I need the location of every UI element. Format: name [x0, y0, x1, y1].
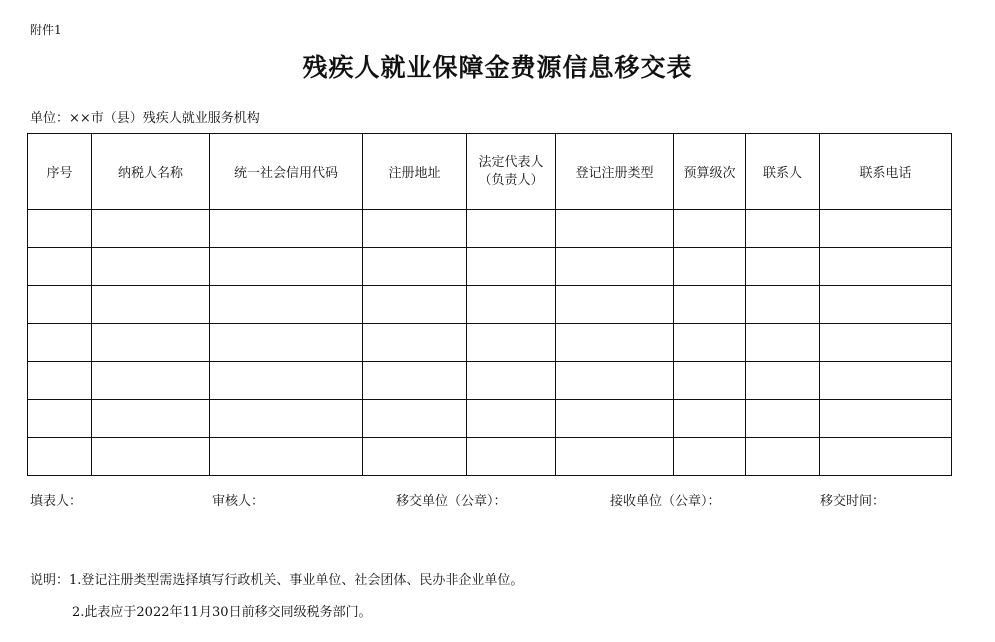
table-cell-reg-type[interactable] [556, 362, 674, 400]
table-cell-phone[interactable] [820, 286, 952, 324]
table-cell-budget-level[interactable] [674, 248, 746, 286]
table-cell-seq[interactable] [28, 438, 92, 476]
table-cell-address[interactable] [363, 362, 467, 400]
table-cell-reg-type[interactable] [556, 438, 674, 476]
header-seq: 序号 [28, 134, 92, 210]
table-cell-legal-rep[interactable] [467, 210, 556, 248]
table-cell-legal-rep[interactable] [467, 438, 556, 476]
table-cell-legal-rep[interactable] [467, 324, 556, 362]
table-cell-budget-level[interactable] [674, 286, 746, 324]
header-phone: 联系电话 [820, 134, 952, 210]
table-cell-phone[interactable] [820, 400, 952, 438]
header-credit-code: 统一社会信用代码 [210, 134, 363, 210]
table-cell-legal-rep[interactable] [467, 248, 556, 286]
table-cell-seq[interactable] [28, 286, 92, 324]
table-cell-taxpayer-name[interactable] [92, 210, 210, 248]
table-cell-reg-type[interactable] [556, 248, 674, 286]
footer-reviewer: 审核人： [212, 494, 265, 509]
unit-line: 单位：××市（县）残疾人就业服务机构 [30, 111, 260, 126]
table-cell-credit-code[interactable] [210, 362, 363, 400]
table-cell-reg-type[interactable] [556, 400, 674, 438]
table-cell-contact[interactable] [746, 324, 820, 362]
table-cell-legal-rep[interactable] [467, 400, 556, 438]
table-cell-taxpayer-name[interactable] [92, 286, 210, 324]
footer-transfer-time: 移交时间： [820, 494, 886, 509]
header-legal-rep: 法定代表人 （负责人） [467, 134, 556, 210]
footer-transfer-unit: 移交单位（公章）： [396, 494, 507, 509]
table-header-row [28, 134, 952, 210]
table-row [28, 438, 952, 476]
table-cell-seq[interactable] [28, 324, 92, 362]
table-cell-seq[interactable] [28, 400, 92, 438]
table-cell-address[interactable] [363, 286, 467, 324]
table-cell-taxpayer-name[interactable] [92, 438, 210, 476]
table-cell-address[interactable] [363, 324, 467, 362]
table-cell-credit-code[interactable] [210, 248, 363, 286]
table-cell-budget-level[interactable] [674, 438, 746, 476]
table-cell-legal-rep[interactable] [467, 286, 556, 324]
table-row [28, 286, 952, 324]
header-budget-level: 预算级次 [674, 134, 746, 210]
table-cell-phone[interactable] [820, 248, 952, 286]
table-cell-credit-code[interactable] [210, 400, 363, 438]
header-contact: 联系人 [746, 134, 820, 210]
table-cell-contact[interactable] [746, 286, 820, 324]
table-row [28, 248, 952, 286]
table-row [28, 324, 952, 362]
table-cell-taxpayer-name[interactable] [92, 362, 210, 400]
table-cell-reg-type[interactable] [556, 324, 674, 362]
table-cell-taxpayer-name[interactable] [92, 248, 210, 286]
page-title: 残疾人就业保障金费源信息移交表 [302, 53, 693, 82]
table-cell-address[interactable] [363, 438, 467, 476]
transfer-table [27, 133, 952, 476]
table-cell-taxpayer-name[interactable] [92, 324, 210, 362]
table-cell-reg-type[interactable] [556, 286, 674, 324]
table-cell-budget-level[interactable] [674, 400, 746, 438]
footer-filler: 填表人： [30, 494, 83, 509]
table-cell-address[interactable] [363, 248, 467, 286]
table-cell-budget-level[interactable] [674, 324, 746, 362]
table-cell-seq[interactable] [28, 210, 92, 248]
table-cell-seq[interactable] [28, 248, 92, 286]
table-cell-phone[interactable] [820, 438, 952, 476]
table-row [28, 400, 952, 438]
table-row [28, 210, 952, 248]
table-cell-phone[interactable] [820, 210, 952, 248]
table-row [28, 362, 952, 400]
table-cell-budget-level[interactable] [674, 210, 746, 248]
header-reg-type: 登记注册类型 [556, 134, 674, 210]
table-cell-credit-code[interactable] [210, 324, 363, 362]
table-cell-taxpayer-name[interactable] [92, 400, 210, 438]
table-cell-phone[interactable] [820, 362, 952, 400]
attachment-label: 附件1 [30, 23, 62, 37]
table-cell-seq[interactable] [28, 362, 92, 400]
table-cell-contact[interactable] [746, 400, 820, 438]
table-cell-credit-code[interactable] [210, 438, 363, 476]
table-cell-credit-code[interactable] [210, 286, 363, 324]
table-cell-contact[interactable] [746, 248, 820, 286]
note-1: 说明：1.登记注册类型需选择填写行政机关、事业单位、社会团体、民办非企业单位。 [30, 573, 524, 588]
note-2: 2.此表应于2022年11月30日前移交同级税务部门。 [72, 605, 372, 620]
table-cell-credit-code[interactable] [210, 210, 363, 248]
header-address: 注册地址 [363, 134, 467, 210]
table-cell-address[interactable] [363, 400, 467, 438]
footer-receive-unit: 接收单位（公章）： [610, 494, 721, 509]
table-cell-legal-rep[interactable] [467, 362, 556, 400]
table-cell-phone[interactable] [820, 324, 952, 362]
table-cell-address[interactable] [363, 210, 467, 248]
table-cell-contact[interactable] [746, 210, 820, 248]
header-taxpayer-name: 纳税人名称 [92, 134, 210, 210]
table-cell-budget-level[interactable] [674, 362, 746, 400]
table-cell-contact[interactable] [746, 362, 820, 400]
table-cell-contact[interactable] [746, 438, 820, 476]
table-cell-reg-type[interactable] [556, 210, 674, 248]
